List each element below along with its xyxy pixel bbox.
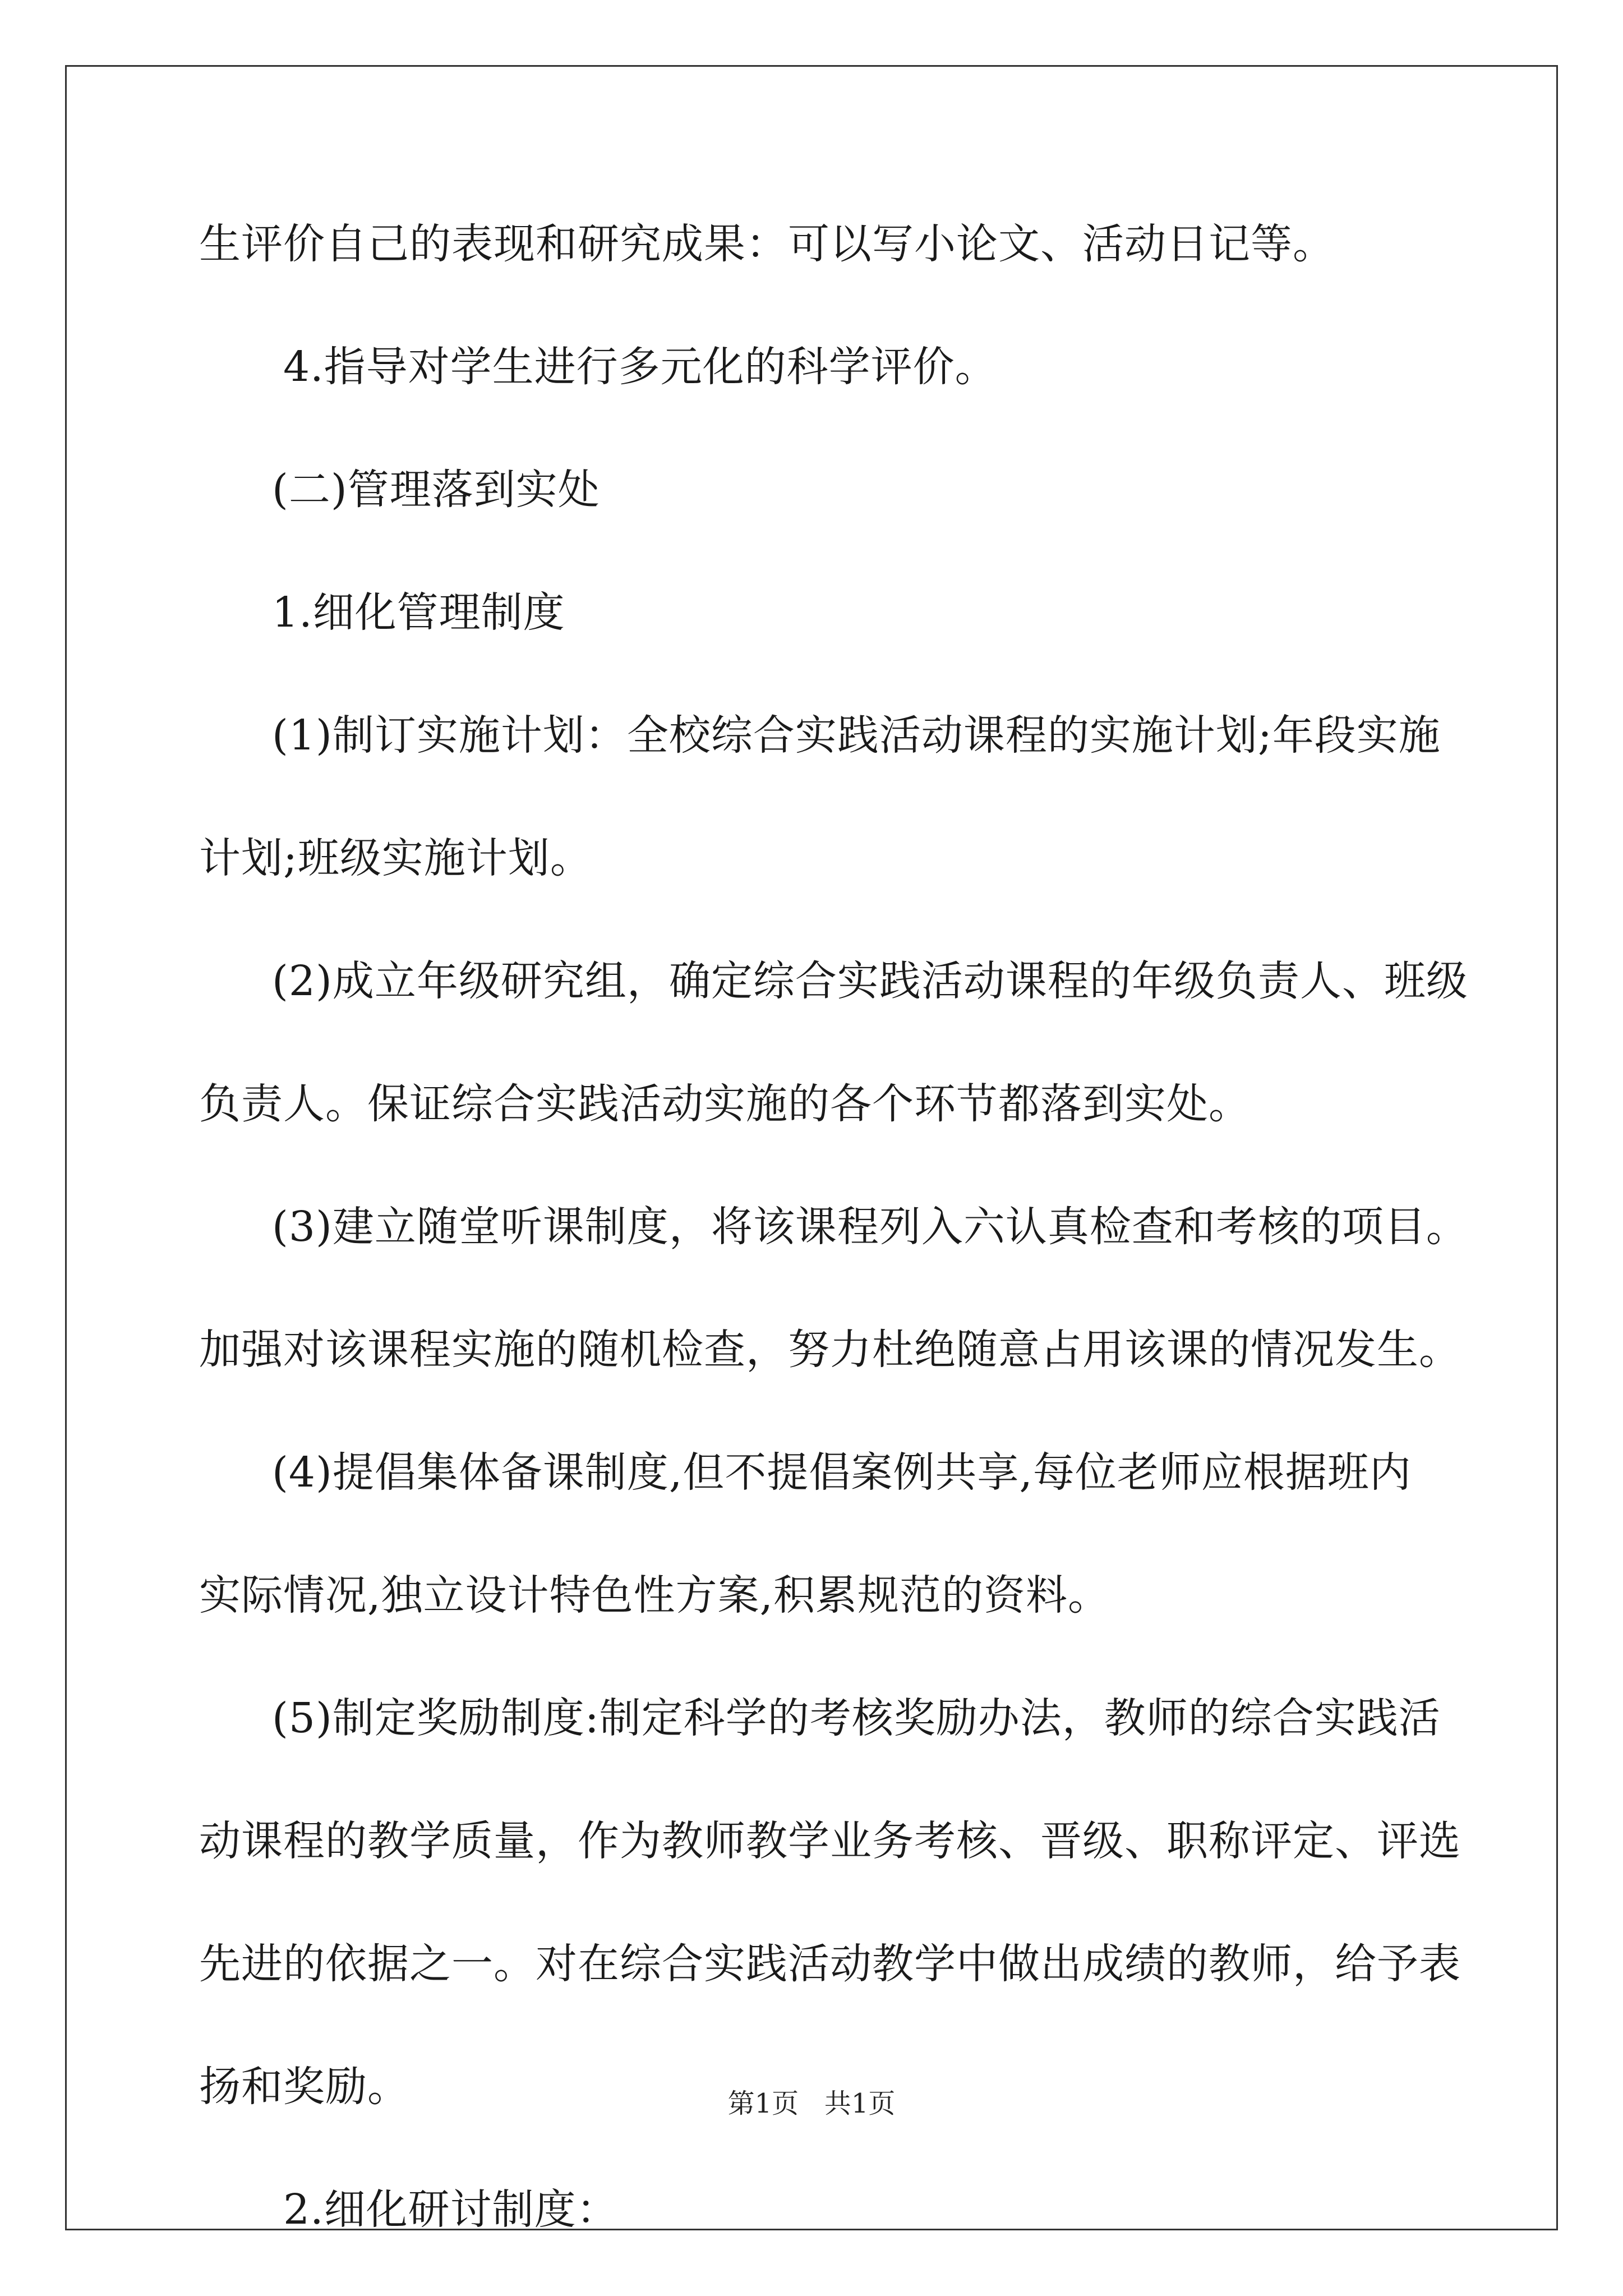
- text-line: 生评价自己的表现和研究成果：可以写小论文、活动日记等。: [199, 220, 1335, 268]
- text-line: 加强对该课程实施的随机检查，努力杜绝随意占用该课的情况发生。: [199, 1326, 1461, 1374]
- text-line: 4.指导对学生进行多元化的科学评价。: [283, 343, 997, 391]
- text-line: 计划;班级实施计划。: [199, 834, 592, 882]
- text-line: (3)建立随堂听课制度，将该课程列入六认真检查和考核的项目。: [272, 1203, 1468, 1251]
- text-line: 先进的依据之一。对在综合实践活动教学中做出成绩的教师，给予表: [199, 1940, 1461, 1988]
- text-line: (4)提倡集体备课制度,但不提倡案例共享,每位老师应根据班内: [272, 1448, 1412, 1497]
- text-line: 扬和奖励。: [199, 2063, 409, 2111]
- section-heading: (二)管理落到实处: [272, 466, 600, 514]
- text-line: 动课程的教学质量，作为教师教学业务考核、晋级、职称评定、评选: [199, 1817, 1461, 1865]
- text-line: (1)制订实施计划：全校综合实践活动课程的实施计划;年段实施: [272, 711, 1441, 760]
- text-line: 实际情况,独立设计特色性方案,积累规范的资料。: [199, 1571, 1110, 1619]
- text-line: 负责人。保证综合实践活动实施的各个环节都落到实处。: [199, 1080, 1251, 1128]
- page-footer: 第1页 共1页: [727, 2088, 896, 2119]
- text-line: (5)制定奖励制度:制定科学的考核奖励办法，教师的综合实践活: [272, 1694, 1441, 1742]
- subsection-heading: 2.细化研讨制度：: [283, 2185, 619, 2234]
- text-line: (2)成立年级研究组，确定综合实践活动课程的年级负责人、班级: [272, 957, 1468, 1005]
- subsection-heading: 1.细化管理制度: [272, 588, 565, 637]
- document-body: [199, 216, 1468, 2238]
